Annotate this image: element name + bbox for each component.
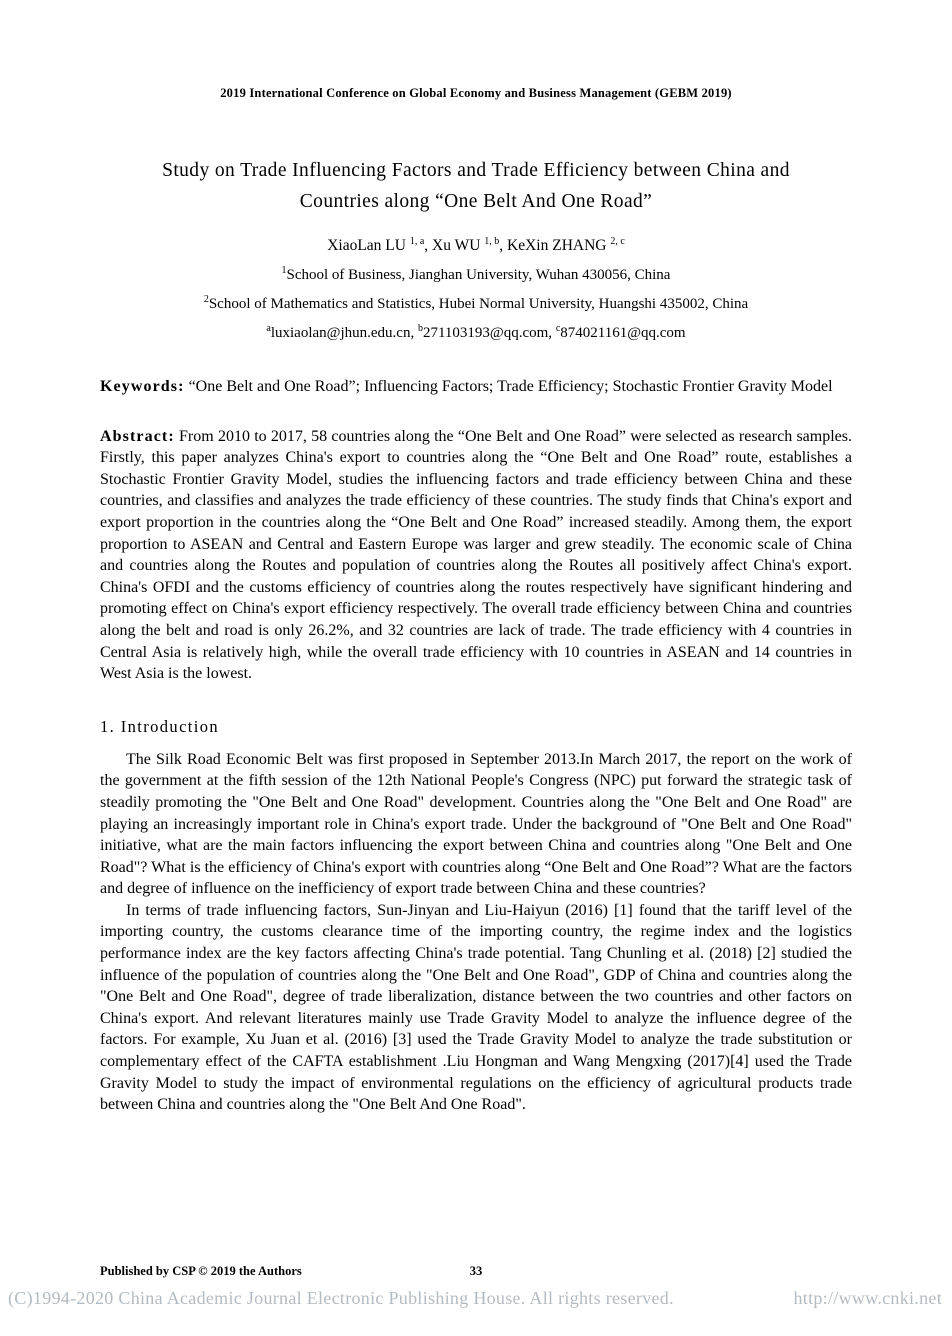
emails-line: [100, 325, 852, 342]
keywords-text: “One Belt and One Road”; Influencing Factors; Trade Efficiency; Stochastic Frontier Gravity Model: [184, 378, 833, 395]
introduction-paragraph-1: The Silk Road Economic Belt was first proposed in September 2013.In March 2017, the report on the work of the government at the fifth session of the 12th National People's Congress (NPC) put forward the strategic task of steadily promoting the "One Belt and One Road" development. Countries along the "One Belt and One Road" are playing an increasingly important role in China's export trade. Under the background of "One Belt and One Road" initiative, what are the main factors influencing the export between China and countries along "One Belt and One Road"? What is the efficiency of China's export with countries along “One Belt and One Road”? What are the factors and degree of influence on the inefficiency of export trade between China and these countries?: [100, 750, 852, 898]
author-sup: 2, c: [610, 235, 625, 247]
cnki-watermark: [8, 1288, 942, 1309]
authors-line: [100, 237, 852, 255]
author-sup: 1, a: [409, 235, 425, 247]
affiliation-1: [100, 267, 852, 284]
author-name: XiaoLan LU: [327, 237, 410, 254]
abstract-label: Abstract:: [100, 427, 175, 445]
keywords-label: Keywords:: [100, 378, 185, 395]
watermark-text: (C)1994-2020 China Academic Journal Electronic Publishing House. All rights reserved.: [8, 1288, 674, 1308]
author-name: , Xu WU: [424, 237, 485, 254]
paper-title: Study on Trade Influencing Factors and Trade Efficiency between China and Countries along “One Belt And One Road”: [162, 160, 790, 212]
introduction-paragraph-2: In terms of trade influencing factors, Sun-Jinyan and Liu-Haiyun (2016) [1] found that the tariff level of the importing country, the customs clearance time of the importing country, the regime index and the logistics performance index are the key factors affecting China's trade potential. Tang Chunling et al. (2018) [2] studied the influence of the population of countries along the "One Belt and One Road", GDP of China and countries along the "One Belt and One Road", degree of trade liberalization, distance between the two countries and other factors on China's export. And relevant literatures mainly use Trade Gravity Model to analyze the influence degree of the factors. For example, Xu Juan et al. (2016) [3] used the Trade Gravity Model to analyze the trade substitution or complementary effect of the CAFTA establishment .Liu Hongman and Wang Mengxing (2017)[4] used the Trade Gravity Model to study the impact of environmental regulations on the efficiency of agricultural products trade between China and countries along the "One Belt And One Road".: [100, 901, 852, 1114]
author-name: , KeXin ZHANG: [499, 237, 611, 254]
publisher-note: Published by CSP © 2019 the Authors: [100, 1264, 302, 1278]
affiliation-text: School of Business, Jianghan University, Wuhan 430056, China: [286, 267, 671, 283]
page-footer: [0, 1264, 952, 1279]
author-sup: 1, b: [484, 235, 500, 247]
email-text: luxiaolan@jhun.edu.cn,: [270, 325, 418, 341]
affiliation-2: [100, 296, 852, 313]
email-text: 271103193@qq.com,: [422, 325, 556, 341]
section-heading-introduction: 1. Introduction: [100, 716, 220, 736]
affiliation-text: School of Mathematics and Statistics, Hubei Normal University, Huangshi 435002, China: [208, 296, 749, 312]
email-sup: b: [417, 323, 423, 334]
abstract-block: [100, 426, 852, 685]
affiliation-sup: 2: [203, 294, 209, 305]
abstract-text: From 2010 to 2017, 58 countries along the “One Belt and One Road” were selected as research samples. Firstly, this paper analyzes China's export to countries along the “One Belt and One Road” route, establishes a Stochastic Frontier Gravity Model, studies the influencing factors and trade efficiency between China and these countries, and classifies and analyzes the trade efficiency of these countries. The study finds that China's export and export proportion in the countries along the “One Belt and One Road” increased steadily. Among them, the export proportion to ASEAN and Central and Eastern Europe was larger and grew steadily. The economic scale of China and countries along the Routes and population of countries along the Routes all positively affect China's export. China's OFDI and the customs efficiency of countries along the routes respectively have significant hindering and promoting effect on China's export efficiency respectively. The overall trade efficiency between China and countries along the belt and road is only 26.2%, and 32 countries are lack of trade. The trade efficiency with 4 countries in Central Asia is relatively high, while the overall trade efficiency with 10 countries in ASEAN and 14 countries in West Asia is the lowest.: [100, 427, 852, 683]
watermark-url: http://www.cnki.net: [793, 1288, 942, 1308]
email-sup: a: [266, 323, 271, 334]
keywords-block: [100, 376, 852, 398]
conference-header: 2019 International Conference on Global Economy and Business Management (GEBM 2019): [220, 86, 732, 100]
page-number: 33: [469, 1264, 483, 1278]
email-sup: c: [555, 323, 561, 334]
affiliation-sup: 1: [281, 265, 287, 276]
email-text: 874021161@qq.com: [560, 325, 686, 341]
